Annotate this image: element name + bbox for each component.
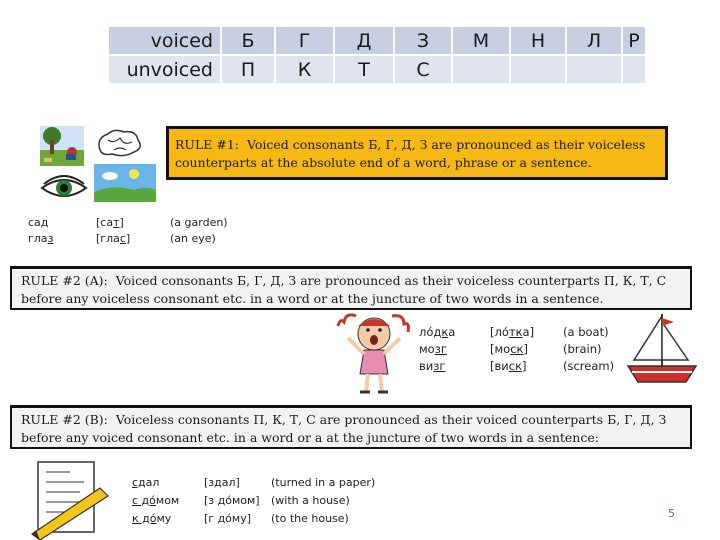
unvoiced-cell: [566, 55, 622, 84]
unvoiced-cell: [452, 55, 510, 84]
eye-picture: [40, 174, 88, 202]
example-word: ло́дка: [419, 325, 456, 339]
unvoiced-row: [108, 55, 646, 84]
voiced-cell: М: [452, 26, 510, 55]
example-transcription: [з до́мом]: [204, 494, 260, 507]
example-translation: (turned in a paper): [271, 476, 376, 489]
consonant-table: [107, 25, 647, 85]
example-word: глаз: [28, 232, 54, 245]
unvoiced-cell: С: [394, 55, 452, 84]
rule-1-label: RULE #1:: [175, 137, 239, 152]
examples-3-words: [132, 474, 179, 528]
boat-picture: [626, 310, 698, 386]
example-transcription: [моск]: [490, 342, 528, 356]
voiced-cell: Л: [566, 26, 622, 55]
example-word: к до́му: [132, 512, 172, 525]
unvoiced-cell: П: [221, 55, 275, 84]
examples-2-translations: [563, 324, 614, 375]
rule-2b-line-1: Voiceless consonants П, К, Т, С are pronounced as their voiced counterparts Б, Г, Д, З: [115, 412, 667, 427]
unvoiced-cell: К: [275, 55, 334, 84]
examples-2-transcriptions: [490, 324, 534, 375]
example-transcription: [сат]: [96, 216, 124, 229]
brain-picture: [94, 126, 144, 160]
examples-1-words: [28, 215, 53, 247]
examples-2-words: [419, 324, 455, 375]
unvoiced-cell: [622, 55, 646, 84]
example-translation: (with a house): [271, 494, 350, 507]
rule-2a-line-2: before any voiceless consonant etc. in a word or at the juncture of two words in a sentence.: [21, 291, 604, 306]
rule-2b-box: [10, 405, 692, 449]
rule-2b-label: RULE #2 (B):: [21, 412, 108, 427]
unvoiced-label: unvoiced: [108, 55, 221, 84]
examples-3-translations: [271, 474, 375, 528]
landscape-picture: [94, 164, 156, 202]
example-translation: (to the house): [271, 512, 349, 525]
example-translation: (a garden): [170, 216, 228, 229]
voiced-row: [108, 26, 646, 55]
unvoiced-cell: [510, 55, 566, 84]
rule-2b-line-2: before any voiced consonant etc. in a word or a at the juncture of two words in a sentence:: [21, 430, 599, 445]
example-word: мозг: [419, 342, 447, 356]
voiced-cell: Б: [221, 26, 275, 55]
example-word: визг: [419, 359, 446, 373]
rule-2a-box: [10, 266, 692, 310]
unvoiced-cell: Т: [334, 55, 394, 84]
rule-1-box: [166, 126, 668, 180]
voiced-cell: З: [394, 26, 452, 55]
test-paper-picture: [30, 460, 114, 538]
garden-picture: [40, 126, 84, 166]
example-transcription: [виск]: [490, 359, 527, 373]
example-translation: (a boat): [563, 325, 609, 339]
rule-2a-label: RULE #2 (A):: [21, 273, 108, 288]
example-translation: (an eye): [170, 232, 216, 245]
voiced-label: voiced: [108, 26, 221, 55]
example-word: сад: [28, 216, 49, 229]
example-transcription: [глас]: [96, 232, 131, 245]
screaming-girl-picture: [338, 312, 410, 396]
example-transcription: [ло́тка]: [490, 325, 535, 339]
voiced-cell: Г: [275, 26, 334, 55]
example-word: сдал: [132, 476, 160, 489]
voiced-cell: Р: [622, 26, 646, 55]
example-word: с до́мом: [132, 494, 180, 507]
example-transcription: [здал]: [204, 476, 240, 489]
voiced-cell: Н: [510, 26, 566, 55]
example-translation: (brain): [563, 342, 602, 356]
rule-2a-line-1: Voiced consonants Б, Г, Д, З are pronounced as their voiceless counterparts П, К, Т, С: [115, 273, 667, 288]
example-transcription: [г до́му]: [204, 512, 252, 525]
examples-1-translations: [170, 215, 228, 247]
examples-3-transcriptions: [204, 474, 260, 528]
example-translation: (scream): [563, 359, 615, 373]
examples-1-transcriptions: [96, 215, 130, 247]
rule-1-line-1: Voiced consonants Б, Г, Д, З are pronounced as their voiceless: [246, 137, 646, 152]
rule-1-line-2: counterparts at the absolute end of a word, phrase or a sentence.: [175, 155, 592, 170]
voiced-cell: Д: [334, 26, 394, 55]
page-number: 5: [668, 507, 675, 520]
